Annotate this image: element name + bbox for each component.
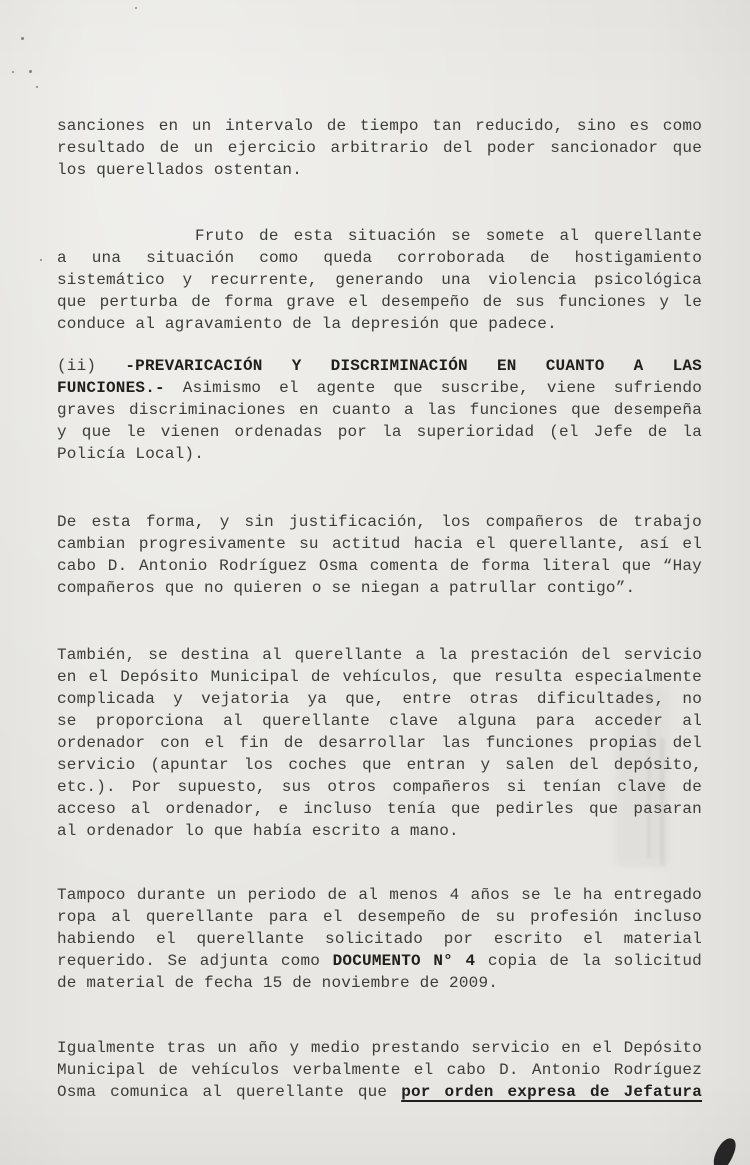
text-line: de material de fecha 15 de noviembre de 2009. [57, 974, 499, 992]
text-segment: requerido. Se adjunta como [57, 952, 321, 970]
item-marker: (ii) [57, 357, 97, 375]
text-line: ropa al querellante para el desempeño de su profesión incluso [57, 908, 702, 926]
text-line: De esta forma, y sin justificación, los compañeros de trabajo [57, 513, 702, 531]
document-reference-bold: DOCUMENTO N° 4 [332, 952, 476, 970]
text-line: compañeros que no quieren o se niegan a patrullar contigo”. [57, 579, 636, 597]
text-segment: copia de la solicitud [487, 952, 702, 970]
text-line [57, 950, 702, 972]
scan-speck [12, 71, 14, 73]
handwritten-pen-mark [710, 1135, 738, 1165]
text-line: y que le vienen ordenadas por la superioridad (el Jefe de la [57, 423, 702, 441]
text-line: También, se destina al querellante a la prestación del servicio [57, 646, 702, 664]
scan-streak [661, 738, 664, 866]
scan-speck [29, 70, 32, 73]
text-line: sanciones en un intervalo de tiempo tan reducido, sino es como [57, 117, 702, 135]
text-line: acceso al ordenador, e incluso tenía que pedirles que pasaran [57, 800, 702, 818]
text-line: a una situación como queda corroborada de hostigamiento [57, 249, 702, 267]
emphasized-underlined-phrase: por orden expresa de Jefatura [401, 1083, 703, 1101]
section-heading-line [57, 377, 702, 399]
paragraph-companeros-actitud [57, 511, 702, 599]
text-line: al ordenador lo que había escrito a mano. [57, 822, 459, 840]
scan-speck [21, 37, 24, 40]
section-prevaricacion-discriminacion [57, 355, 702, 465]
scan-speck [40, 259, 42, 261]
text-line: servicio (apuntar los coches que entran y salen del depósito, [57, 756, 702, 774]
section-heading-line [57, 355, 702, 377]
section-heading-bold: FUNCIONES.- [57, 379, 165, 397]
text-line: Municipal de vehículos verbalmente el cabo D. Antonio Rodríguez [57, 1061, 702, 1079]
text-line: ordenador con el fin de desarrollar las funciones propias del [57, 734, 702, 752]
text-line: complicada y vejatoria ya que, entre otras dificultades, no [57, 690, 702, 708]
text-line: los querellados ostentan. [57, 161, 303, 179]
paragraph-deposito-municipal [57, 644, 702, 842]
text-line: habiendo el querellante solicitado por escrito el material [57, 930, 702, 948]
paragraph-fruto-situacion [57, 225, 702, 335]
scan-speck [36, 86, 38, 88]
text-line: Igualmente tras un año y medio prestando servicio en el Depósito [57, 1039, 702, 1057]
text-segment: Osma comunica al querellante que [57, 1083, 388, 1101]
text-line: Policía Local). [57, 445, 205, 463]
text-line: cambian progresivamente su actitud hacia el querellante, así el [57, 535, 702, 553]
paragraph-ropa-material [57, 884, 702, 994]
text-line: en el Depósito Municipal de vehículos, que resulta especialmente [57, 668, 702, 686]
text-line: graves discriminaciones en cuanto a las funciones que desempeña [57, 401, 702, 419]
text-line: Fruto de esta situación se somete al querellante [195, 227, 702, 245]
text-line: se proporciona al querellante clave alguna para acceder al [57, 712, 702, 730]
text-line: etc.). Por supuesto, sus otros compañeros si tenían clave de [57, 778, 702, 796]
section-heading-bold: -PREVARICACIÓN Y DISCRIMINACIÓN EN CUANTO A LAS [125, 357, 702, 375]
text-line: conduce al agravamiento de la depresión que padece. [57, 315, 557, 333]
text-line [57, 1081, 702, 1103]
text-line: sistemático y recurrente, generando una violencia psicológica [57, 271, 702, 289]
paragraph-orden-jefatura [57, 1037, 702, 1103]
text-line: Tampoco durante un periodo de al menos 4 años se le ha entregado [57, 886, 702, 904]
text-segment: Asimismo el agente que suscribe, viene sufriendo [182, 379, 702, 397]
text-line: resultado de un ejercicio arbitrario del poder sancionador que [57, 139, 702, 157]
paragraph-sanciones [57, 115, 702, 181]
scan-streak [648, 690, 650, 858]
text-line: cabo D. Antonio Rodríguez Osma comenta de forma literal que “Hay [57, 557, 702, 575]
scan-speck [135, 7, 137, 9]
text-line: que perturba de forma grave el desempeño de sus funciones y le [57, 293, 702, 311]
